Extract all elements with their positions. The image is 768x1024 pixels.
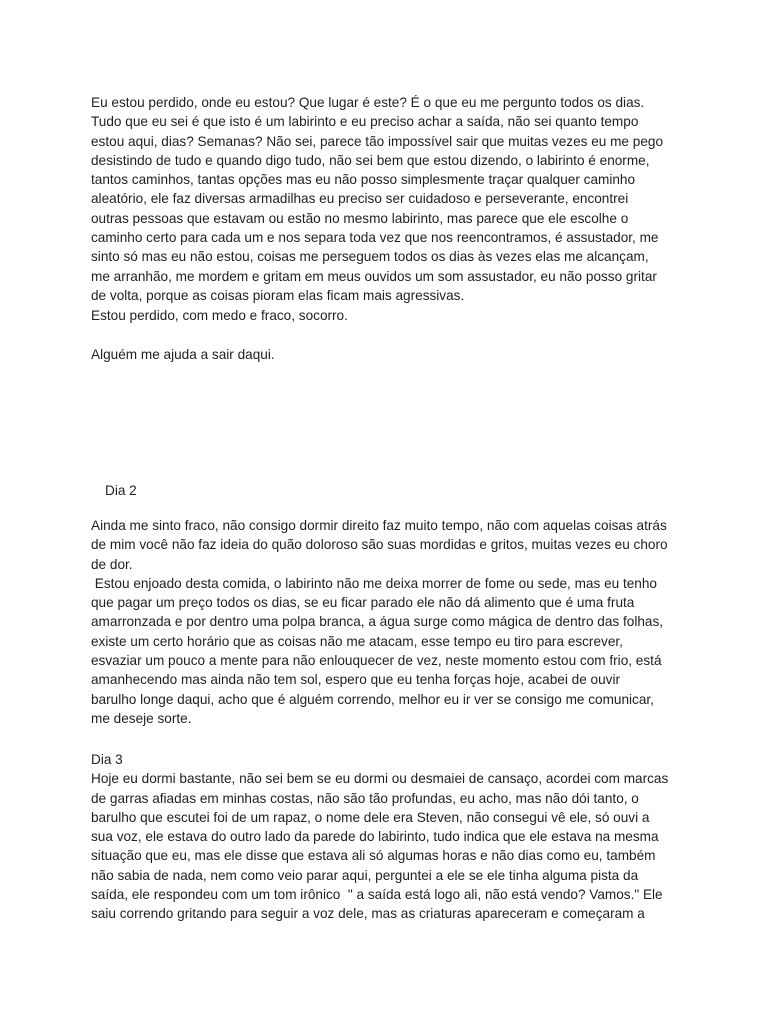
heading-text: Dia 2 bbox=[105, 483, 137, 498]
text-line: me arranhão, me mordem e gritam em meus ouvidos um som assustador, eu não posso gritar bbox=[91, 268, 657, 284]
text-line: desistindo de tudo e quando digo tudo, não sei bem que estou dizendo, o labirinto é enorme, bbox=[91, 152, 650, 168]
paragraph-intro bbox=[91, 93, 691, 305]
text-line: Estou perdido, com medo e fraco, socorro. bbox=[91, 308, 348, 323]
text-line: sua voz, ele estava do outro lado da parede do labirinto, tudo indica que ele estava na mesma bbox=[91, 829, 659, 845]
text-line: Tudo que eu sei é que isto é um labirinto e eu preciso achar a saída, não sei quanto tempo bbox=[91, 114, 639, 130]
text-line: de volta, porque as coisas pioram elas ficam mais agressivas. bbox=[91, 287, 465, 303]
text-line: de garras afiadas em minhas costas, não são tão profundas, eu acho, mas não dói tanto, o bbox=[91, 790, 639, 806]
text-line: existe um certo horário que as coisas não me atacam, esse tempo eu tiro para escrever, bbox=[91, 633, 623, 649]
text-line: sinto só mas eu não estou, coisas me perseguem todos os dias às vezes elas me alcançam, bbox=[91, 249, 649, 265]
text-line: me deseje sorte. bbox=[91, 710, 192, 726]
text-line: barulho longe daqui, acho que é alguém correndo, melhor eu ir ver se consigo me comunicar, bbox=[91, 691, 654, 707]
section-heading-dia-3: Dia 3 bbox=[91, 752, 123, 767]
text-line: Ainda me sinto fraco, não consigo dormir direito faz muito tempo, não com aquelas coisas atrás bbox=[91, 518, 667, 533]
text-line: não sabia de nada, nem como veio parar aqui, perguntei a ele se ele tinha alguma pista da bbox=[91, 867, 639, 883]
section-heading-dia-2 bbox=[105, 481, 705, 500]
text-line: Estou enjoado desta comida, o labirinto não me deixa morrer de fome ou sede, mas eu tenho bbox=[91, 575, 657, 591]
text-line: Hoje eu dormi bastante, não sei bem se eu dormi ou desmaiei de cansaço, acordei com marcas bbox=[91, 771, 669, 787]
paragraph-plea bbox=[91, 345, 691, 364]
text-line: barulho que escutei foi de um rapaz, o nome dele era Steven, não consegui vê ele, só ouvi a bbox=[91, 809, 650, 825]
text-line: Alguém me ajuda a sair daqui. bbox=[91, 347, 275, 362]
text-line: de mim você não faz ideia do quão doloroso são suas mordidas e gritos, muitas vezes eu choro bbox=[91, 537, 668, 553]
paragraph-closing bbox=[91, 306, 691, 325]
text-line: situação que eu, mas ele disse que estava ali só algumas horas e não dias como eu, também bbox=[91, 848, 656, 864]
text-line: amarronzada e por dentro uma polpa branca, a água surge como mágica de dentro das folhas, bbox=[91, 614, 664, 630]
text-line: que pagar um preço todos os dias, se eu ficar parado ele não dá alimento que é uma fruta bbox=[91, 595, 635, 611]
paragraph-dia-2 bbox=[91, 516, 691, 728]
text-line: estou aqui, dias? Semanas? Não sei, parece tão impossível sair que muitas vezes eu me pego bbox=[91, 133, 664, 149]
text-line: caminho certo para cada um e nos separa toda vez que nos reencontramos, é assustador, me bbox=[91, 230, 659, 246]
text-line: amanhecendo mas ainda não tem sol, espero que eu tenha forças hoje, acabei de ouvir bbox=[91, 672, 620, 688]
text-line: tantos caminhos, tantas opções mas eu não posso simplesmente traçar qualquer caminho bbox=[91, 172, 636, 188]
text-line: esvaziar um pouco a mente para não enlouquecer de vez, neste momento estou com frio, está bbox=[91, 653, 662, 669]
text-line: de dor. bbox=[91, 556, 133, 572]
text-line: saída, ele respondeu com um tom irônico " a saída está logo ali, não está vendo? Vamos." Ele bbox=[91, 887, 663, 903]
paragraph-dia-3 bbox=[91, 750, 691, 924]
text-line: Eu estou perdido, onde eu estou? Que lugar é este? É o que eu me pergunto todos os dias. bbox=[91, 95, 645, 110]
text-line: outras pessoas que estavam ou estão no mesmo labirinto, mas parece que ele escolhe o bbox=[91, 210, 629, 226]
text-line: saiu correndo gritando para seguir a voz dele, mas as criaturas apareceram e começaram a bbox=[91, 906, 645, 922]
text-line: aleatório, ele faz diversas armadilhas eu preciso ser cuidadoso e perseverante, encontrei bbox=[91, 191, 629, 207]
